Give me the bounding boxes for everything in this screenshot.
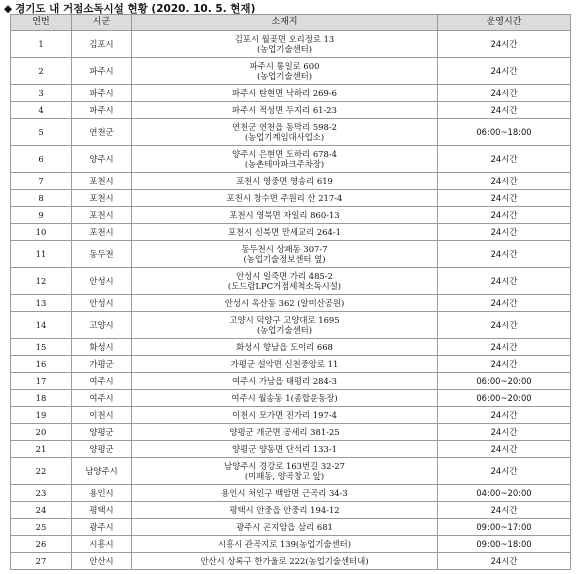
row-number: 12 bbox=[11, 268, 72, 295]
row-hours: 24시간 bbox=[438, 502, 571, 519]
row-city: 화성시 bbox=[72, 339, 132, 356]
row-city: 여주시 bbox=[72, 373, 132, 390]
address-line: 연천군 연천읍 동막리 598-2 bbox=[232, 121, 337, 132]
address-line: 남양주시 경강로 163번길 32-27 bbox=[224, 460, 345, 471]
address-line: 광주시 곤지암읍 삼리 681 bbox=[236, 521, 333, 532]
table-row bbox=[11, 458, 571, 485]
row-hours: 24시간 bbox=[438, 241, 571, 268]
row-number: 24 bbox=[11, 502, 72, 519]
address-line: 양평군 양동면 단석리 133-1 bbox=[232, 443, 337, 454]
row-city: 동두천 bbox=[72, 241, 132, 268]
row-hours: 06:00~20:00 bbox=[438, 390, 571, 407]
row-hours: 06:00~18:00 bbox=[438, 119, 571, 146]
page-title-text: 경기도 내 거점소독시설 현황 (2020. 10. 5. 현재) bbox=[15, 3, 256, 15]
row-hours: 09:00~18:00 bbox=[438, 536, 571, 553]
diamond-bullet-icon: ◆ bbox=[4, 3, 13, 15]
row-number: 26 bbox=[11, 536, 72, 553]
row-number: 14 bbox=[11, 312, 72, 339]
address-line: 포천시 신북면 만세교리 264-1 bbox=[227, 226, 342, 237]
row-address bbox=[132, 458, 438, 485]
row-number: 8 bbox=[11, 190, 72, 207]
row-address bbox=[132, 58, 438, 85]
row-city: 포천시 bbox=[72, 173, 132, 190]
table-row bbox=[11, 390, 571, 407]
row-address bbox=[132, 390, 438, 407]
address-line: 가평군 설악면 신천중앙로 11 bbox=[230, 358, 339, 369]
address-line: 파주시 통일로 600 bbox=[249, 60, 320, 71]
row-city: 양평군 bbox=[72, 424, 132, 441]
table-row bbox=[11, 102, 571, 119]
row-number: 20 bbox=[11, 424, 72, 441]
address-line: 파주시 적성면 두지리 61-23 bbox=[232, 104, 337, 115]
address-line: 포천시 영중면 영송리 619 bbox=[236, 175, 333, 186]
address-line: 고양시 덕양구 고양대로 1695 bbox=[229, 314, 340, 325]
table-row bbox=[11, 553, 571, 570]
row-city: 양평군 bbox=[72, 441, 132, 458]
row-hours: 24시간 bbox=[438, 58, 571, 85]
row-address bbox=[132, 424, 438, 441]
row-city: 파주시 bbox=[72, 85, 132, 102]
address-line: (농업기계임대사업소) bbox=[244, 132, 325, 142]
row-number: 6 bbox=[11, 146, 72, 173]
row-address bbox=[132, 190, 438, 207]
row-city: 연천군 bbox=[72, 119, 132, 146]
row-address bbox=[132, 268, 438, 295]
table-row bbox=[11, 312, 571, 339]
address-line: 포천시 창수면 주원리 산 217-4 bbox=[226, 192, 343, 203]
row-number: 9 bbox=[11, 207, 72, 224]
table-row bbox=[11, 146, 571, 173]
table-row bbox=[11, 241, 571, 268]
row-hours: 24시간 bbox=[438, 553, 571, 570]
row-city: 이천시 bbox=[72, 407, 132, 424]
row-number: 21 bbox=[11, 441, 72, 458]
row-number: 13 bbox=[11, 295, 72, 312]
row-number: 22 bbox=[11, 458, 72, 485]
row-address bbox=[132, 102, 438, 119]
table-body bbox=[11, 31, 571, 570]
table-row bbox=[11, 536, 571, 553]
row-hours: 24시간 bbox=[438, 312, 571, 339]
column-header-address: 소재지 bbox=[132, 15, 438, 31]
address-line: (농업기술센터) bbox=[256, 44, 313, 54]
row-hours: 04:00~20:00 bbox=[438, 485, 571, 502]
table-row bbox=[11, 441, 571, 458]
address-line: (농업기술센터) bbox=[256, 71, 313, 81]
row-address bbox=[132, 31, 438, 58]
row-city: 파주시 bbox=[72, 58, 132, 85]
table-row bbox=[11, 356, 571, 373]
row-hours: 24시간 bbox=[438, 173, 571, 190]
row-address bbox=[132, 356, 438, 373]
row-address bbox=[132, 553, 438, 570]
address-line: 안성시 일죽면 가리 485-2 bbox=[236, 270, 333, 281]
address-line: 평택시 안중읍 안중리 194-12 bbox=[229, 504, 340, 515]
row-number: 23 bbox=[11, 485, 72, 502]
row-number: 27 bbox=[11, 553, 72, 570]
row-address bbox=[132, 536, 438, 553]
row-address bbox=[132, 502, 438, 519]
row-hours: 24시간 bbox=[438, 207, 571, 224]
table-row bbox=[11, 339, 571, 356]
address-line: 이천시 모가면 진가리 197-4 bbox=[232, 409, 337, 420]
row-address bbox=[132, 224, 438, 241]
row-city: 가평군 bbox=[72, 356, 132, 373]
column-header-no: 연번 bbox=[11, 15, 72, 31]
row-address bbox=[132, 407, 438, 424]
address-line: 포천시 영북면 자일리 860-13 bbox=[229, 209, 340, 220]
row-hours: 24시간 bbox=[438, 339, 571, 356]
address-line: 양주시 은현면 도하리 678-4 bbox=[232, 148, 337, 159]
row-address bbox=[132, 373, 438, 390]
table-row bbox=[11, 58, 571, 85]
table-row bbox=[11, 173, 571, 190]
address-line: (농업기술정보센터 옆) bbox=[243, 254, 326, 264]
row-hours: 24시간 bbox=[438, 424, 571, 441]
table-row bbox=[11, 373, 571, 390]
row-address bbox=[132, 519, 438, 536]
row-city: 시흥시 bbox=[72, 536, 132, 553]
row-hours: 24시간 bbox=[438, 85, 571, 102]
row-city: 포천시 bbox=[72, 207, 132, 224]
row-address bbox=[132, 241, 438, 268]
row-address bbox=[132, 441, 438, 458]
row-number: 10 bbox=[11, 224, 72, 241]
address-line: 김포시 월곶면 오리정로 13 bbox=[234, 33, 335, 44]
row-city: 광주시 bbox=[72, 519, 132, 536]
address-line: 양평군 개군면 공세리 381-25 bbox=[229, 426, 340, 437]
row-address bbox=[132, 173, 438, 190]
table-row bbox=[11, 119, 571, 146]
table-row bbox=[11, 424, 571, 441]
table-row bbox=[11, 31, 571, 58]
row-number: 5 bbox=[11, 119, 72, 146]
row-address bbox=[132, 146, 438, 173]
row-hours: 24시간 bbox=[438, 102, 571, 119]
row-city: 포천시 bbox=[72, 190, 132, 207]
row-number: 7 bbox=[11, 173, 72, 190]
row-city: 안성시 bbox=[72, 295, 132, 312]
row-city: 남양주시 bbox=[72, 458, 132, 485]
row-hours: 09:00~17:00 bbox=[438, 519, 571, 536]
row-hours: 24시간 bbox=[438, 190, 571, 207]
row-hours: 24시간 bbox=[438, 268, 571, 295]
row-hours: 24시간 bbox=[438, 441, 571, 458]
row-city: 용인시 bbox=[72, 485, 132, 502]
table-row bbox=[11, 502, 571, 519]
address-line: 화성시 향남읍 도이리 668 bbox=[236, 341, 333, 352]
row-hours: 24시간 bbox=[438, 146, 571, 173]
table-row bbox=[11, 407, 571, 424]
address-line: 여주시 가남읍 태평리 284-3 bbox=[232, 375, 337, 386]
address-line: 용인시 처인구 백암면 근곡리 34-3 bbox=[221, 487, 348, 498]
address-line: 여주시 월송동 1(종합운동장) bbox=[231, 392, 338, 403]
row-hours: 06:00~20:00 bbox=[438, 373, 571, 390]
row-city: 포천시 bbox=[72, 224, 132, 241]
address-line: (농업기술센터) bbox=[256, 325, 313, 335]
address-line: 안성시 옥산동 362 (알미산공원) bbox=[224, 297, 345, 308]
table-row bbox=[11, 268, 571, 295]
table-header-row bbox=[11, 15, 571, 31]
table-row bbox=[11, 519, 571, 536]
row-address bbox=[132, 339, 438, 356]
row-address bbox=[132, 85, 438, 102]
row-number: 1 bbox=[11, 31, 72, 58]
facility-table bbox=[10, 14, 571, 570]
table-row bbox=[11, 207, 571, 224]
row-number: 17 bbox=[11, 373, 72, 390]
row-city: 고양시 bbox=[72, 312, 132, 339]
row-address bbox=[132, 207, 438, 224]
column-header-hours: 운영시간 bbox=[438, 15, 571, 31]
address-line: (도드람LPC거점세척소독시설) bbox=[227, 281, 342, 291]
address-line: (농촌테마파크주차장) bbox=[244, 159, 325, 169]
row-hours: 24시간 bbox=[438, 31, 571, 58]
address-line: 시흥시 관곡지로 139(농업기술센터) bbox=[217, 538, 352, 549]
row-number: 3 bbox=[11, 85, 72, 102]
row-hours: 24시간 bbox=[438, 356, 571, 373]
row-number: 19 bbox=[11, 407, 72, 424]
row-city: 파주시 bbox=[72, 102, 132, 119]
row-address bbox=[132, 295, 438, 312]
row-hours: 24시간 bbox=[438, 458, 571, 485]
row-number: 4 bbox=[11, 102, 72, 119]
table-row bbox=[11, 224, 571, 241]
row-city: 안성시 bbox=[72, 268, 132, 295]
row-hours: 24시간 bbox=[438, 295, 571, 312]
row-address bbox=[132, 312, 438, 339]
row-number: 11 bbox=[11, 241, 72, 268]
column-header-city: 시군 bbox=[72, 15, 132, 31]
row-hours: 24시간 bbox=[438, 224, 571, 241]
row-number: 15 bbox=[11, 339, 72, 356]
row-city: 김포시 bbox=[72, 31, 132, 58]
row-city: 안산시 bbox=[72, 553, 132, 570]
row-address bbox=[132, 119, 438, 146]
row-address bbox=[132, 485, 438, 502]
row-city: 평택시 bbox=[72, 502, 132, 519]
row-number: 2 bbox=[11, 58, 72, 85]
address-line: (미패동, 양곡창고 앞) bbox=[244, 471, 325, 481]
table-row bbox=[11, 190, 571, 207]
table-row bbox=[11, 295, 571, 312]
table-row bbox=[11, 485, 571, 502]
address-line: 안산시 상록구 한가울로 222(농업기술센터내) bbox=[200, 555, 369, 566]
row-city: 양주시 bbox=[72, 146, 132, 173]
address-line: 동두천시 상패동 307-7 bbox=[241, 243, 328, 254]
row-number: 18 bbox=[11, 390, 72, 407]
row-number: 16 bbox=[11, 356, 72, 373]
address-line: 파주시 탄현면 낙하리 269-6 bbox=[232, 87, 337, 98]
table-row bbox=[11, 85, 571, 102]
row-number: 25 bbox=[11, 519, 72, 536]
row-hours: 24시간 bbox=[438, 407, 571, 424]
row-city: 여주시 bbox=[72, 390, 132, 407]
